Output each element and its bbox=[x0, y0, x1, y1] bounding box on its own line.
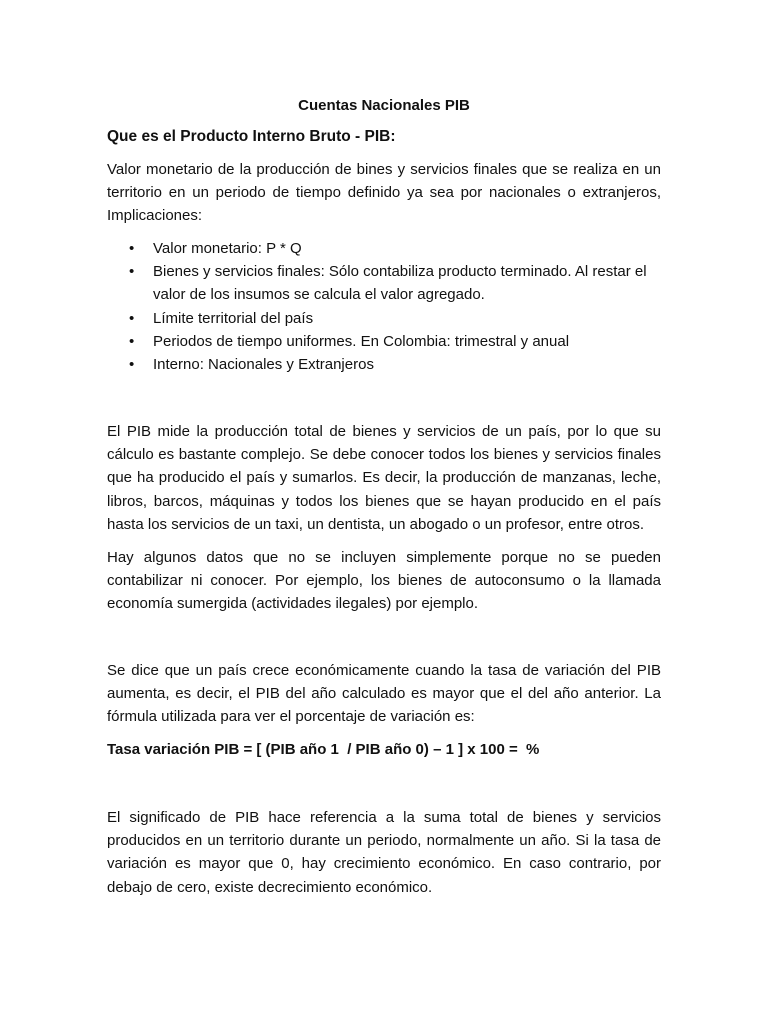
list-item-text: Periodos de tiempo uniformes. En Colombia: trimestral y anual bbox=[153, 332, 570, 350]
section-heading: Que es el Producto Interno Bruto - PIB: bbox=[107, 128, 396, 145]
intro-paragraph: Valor monetario de la producción de bines y servicios finales que se realiza en un territorio en un periodo de tiempo definido ya sea por nacionales o extranjeros, Implicaciones: bbox=[107, 161, 661, 225]
bullet-icon: • bbox=[129, 240, 135, 257]
list-item bbox=[107, 353, 661, 376]
list-item-text: Límite territorial del país bbox=[153, 309, 314, 327]
implications-list bbox=[107, 237, 661, 376]
list-item-text: Bienes y servicios finales: Sólo contabiliza producto terminado. Al restar el valor de los insumos se calcula el valor agregado. bbox=[153, 263, 647, 304]
body-paragraph-2: Hay algunos datos que no se incluyen simplemente porque no se pueden contabilizar ni conocer. Por ejemplo, los bienes de autoconsumo o la llamada economía sumergida (actividades ilegales) por ejemplo. bbox=[107, 549, 661, 613]
document-title: Cuentas Nacionales PIB bbox=[298, 97, 470, 114]
list-item-text: Interno: Nacionales y Extranjeros bbox=[153, 356, 374, 374]
list-item bbox=[107, 330, 661, 353]
bullet-icon: • bbox=[129, 263, 135, 281]
list-item bbox=[107, 260, 661, 306]
list-item bbox=[107, 307, 661, 330]
list-item-text: Valor monetario: P * Q bbox=[153, 240, 302, 257]
body-paragraph-4: El significado de PIB hace referencia a la suma total de bienes y servicios producidos en un territorio durante un periodo, normalmente un año. Si la tasa de variación es mayor que 0, hay crecimiento económico. En caso contrario, por debajo de cero, existe decrecimiento económico. bbox=[107, 809, 661, 896]
body-paragraph-3: Se dice que un país crece económicamente cuando la tasa de variación del PIB aumenta, es decir, el PIB del año calculado es mayor que el del año anterior. La fórmula utilizada para ver el porcentaje de variación es: bbox=[107, 662, 661, 726]
body-paragraph-1: El PIB mide la producción total de bienes y servicios de un país, por lo que su cálculo es bastante complejo. Se debe conocer todos los bienes y servicios finales que ha producido el país y sumarlos. Es decir, la producción de manzanas, leche, libros, barcos, máquinas y todos los bienes que se hayan producido en el país hasta los servicios de un taxi, un dentista, un abogado o un profesor, entre otros. bbox=[107, 423, 661, 533]
list-item bbox=[107, 237, 661, 260]
bullet-icon: • bbox=[129, 309, 135, 327]
bullet-icon: • bbox=[129, 332, 135, 350]
bullet-icon: • bbox=[129, 356, 135, 374]
growth-formula: Tasa variación PIB = [ (PIB año 1 / PIB año 0) – 1 ] x 100 = % bbox=[107, 741, 540, 758]
